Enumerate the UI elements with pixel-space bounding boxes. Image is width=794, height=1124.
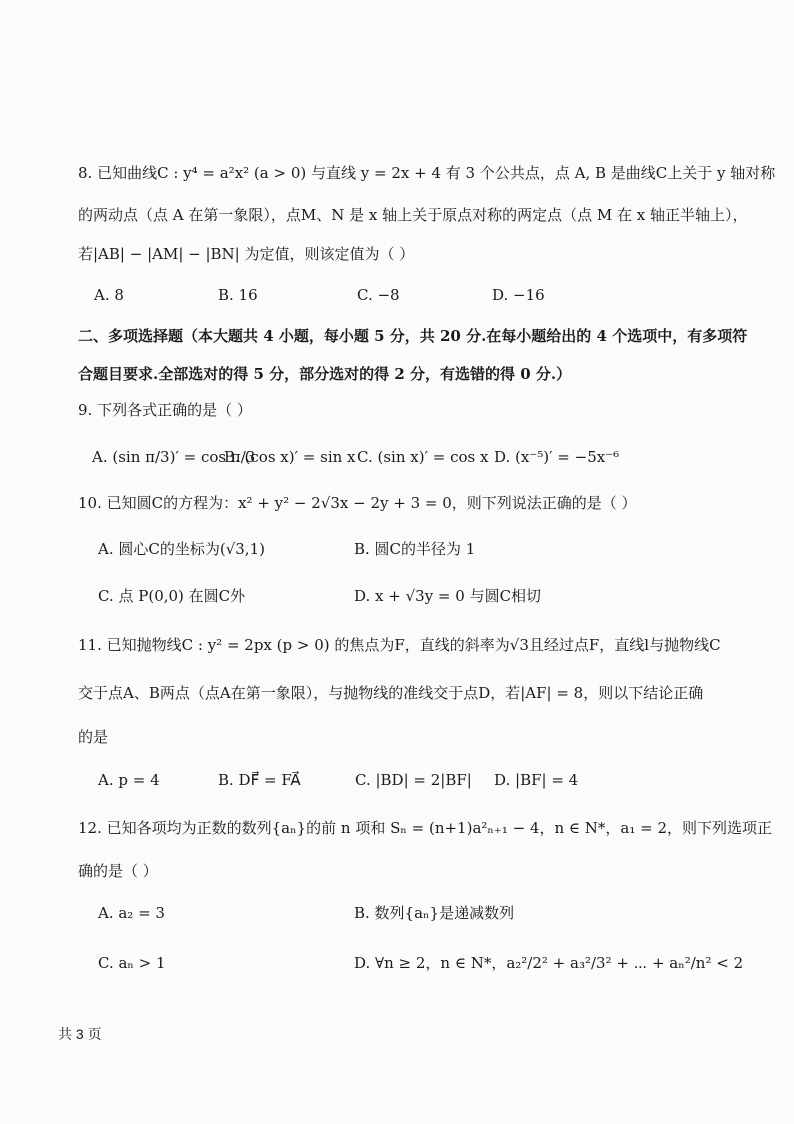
page-footer: 共 3 页	[58, 1026, 102, 1042]
q12-line2: 确的是（ ）	[78, 862, 158, 880]
q11-line1: 11. 已知抛物线C : y² = 2px (p > 0) 的焦点为F，直线的斜率为√3且经过点F，直线l与抛物线C	[78, 636, 721, 654]
q10-option-d: D. x + √3y = 0 与圆C相切	[354, 587, 542, 605]
q11-option-c: C. |BD| = 2|BF|	[355, 771, 472, 789]
q9-option-b: B. (cos x)′ = sin x	[224, 448, 356, 466]
q8-option-d: D. −16	[492, 286, 545, 304]
q9-option-c: C. (sin x)′ = cos x	[357, 448, 489, 466]
q12-option-b: B. 数列{aₙ}是递减数列	[354, 904, 515, 922]
q10-option-b: B. 圆C的半径为 1	[354, 540, 476, 558]
q12-option-c: C. aₙ > 1	[98, 954, 166, 972]
q12-line1: 12. 已知各项均为正数的数列{aₙ}的前 n 项和 Sₙ = (n+1)a²ₙ₊₁ − 4，n ∈ N*，a₁ = 2，则下列选项正	[78, 819, 773, 837]
section2-heading-line1: 二、多项选择题（本大题共 4 小题，每小题 5 分，共 20 分.在每小题给出的 4 个选项中，有多项符	[78, 327, 748, 345]
q8-line2: 的两动点（点 A 在第一象限），点M、N 是 x 轴上关于原点对称的两定点（点 M 在 x 轴正半轴上），	[78, 206, 748, 224]
q12-option-a: A. a₂ = 3	[98, 904, 165, 922]
q8-option-a: A. 8	[94, 286, 124, 304]
q9-option-d: D. (x⁻⁵)′ = −5x⁻⁶	[494, 448, 620, 466]
q9-stem: 9. 下列各式正确的是（ ）	[78, 401, 252, 419]
q10-option-a: A. 圆心C的坐标为(√3,1)	[98, 540, 265, 558]
q11-option-a: A. p = 4	[98, 771, 160, 789]
q8-line1: 8. 已知曲线C : y⁴ = a²x² (a > 0) 与直线 y = 2x + 4 有 3 个公共点，点 A, B 是曲线C上关于 y 轴对称	[78, 164, 776, 182]
q8-line3: 若|AB| − |AM| − |BN| 为定值，则该定值为（ ）	[78, 245, 415, 263]
q11-option-b: B. DF⃗ = FA⃗	[218, 771, 301, 789]
q9-option-a: A. (sin π/3)′ = cos π/3	[92, 448, 256, 466]
q10-stem: 10. 已知圆C的方程为：x² + y² − 2√3x − 2y + 3 = 0，则下列说法正确的是（ ）	[78, 494, 637, 512]
section2-heading-line2: 合题目要求.全部选对的得 5 分，部分选对的得 2 分，有选错的得 0 分.）	[78, 365, 572, 383]
q8-option-c: C. −8	[357, 286, 400, 304]
q12-option-d: D. ∀n ≥ 2，n ∈ N*，a₂²/2² + a₃²/3² + ⋯ + aₙ²/n² < 2	[354, 954, 744, 972]
q10-option-c: C. 点 P(0,0) 在圆C外	[98, 587, 246, 605]
q11-line2: 交于点A、B两点（点A在第一象限），与抛物线的准线交于点D，若|AF| = 8，则以下结论正确	[78, 684, 704, 702]
q11-line3: 的是	[78, 728, 109, 746]
q11-option-d: D. |BF| = 4	[494, 771, 579, 789]
q8-option-b: B. 16	[218, 286, 258, 304]
